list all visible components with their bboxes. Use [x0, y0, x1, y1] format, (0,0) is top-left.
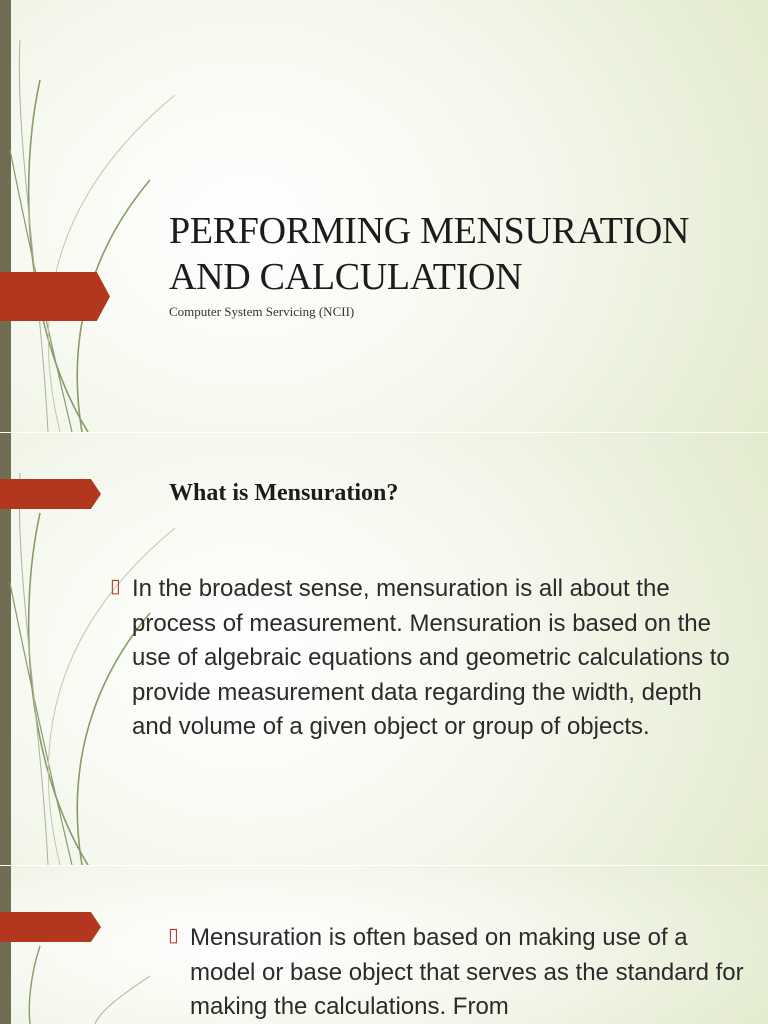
square-bullet-icon: ▯	[168, 924, 179, 946]
bullet-text: In the broadest sense, mensuration is all about the process of measurement. Mensuration is based on the use of algebraic equations and geometric calculations to provide measurement data regarding the width, depth and volume of a given object or group of objects.	[132, 575, 730, 740]
slide-subtitle: Computer System Servicing (NCII)	[169, 304, 355, 319]
slide-title	[0, 0, 768, 432]
left-accent-bar	[0, 866, 11, 1024]
bullet-text: Mensuration is often based on making use of a model or base object that serves as the standard for making the calculations. From	[190, 924, 744, 1020]
title-line-2: AND CALCULATION	[169, 256, 523, 298]
title-accent-tab	[0, 272, 110, 321]
slide-title-text	[169, 208, 759, 300]
slide-heading: What is Mensuration?	[169, 480, 399, 506]
heading-accent-tab	[0, 479, 101, 509]
slide-mensuration-model	[0, 866, 768, 1024]
title-line-1: PERFORMING MENSURATION	[169, 210, 690, 252]
square-bullet-icon: ▯	[110, 575, 121, 597]
slide-what-is-mensuration	[0, 433, 768, 865]
left-accent-bar	[0, 0, 11, 432]
heading-accent-tab	[0, 912, 101, 942]
